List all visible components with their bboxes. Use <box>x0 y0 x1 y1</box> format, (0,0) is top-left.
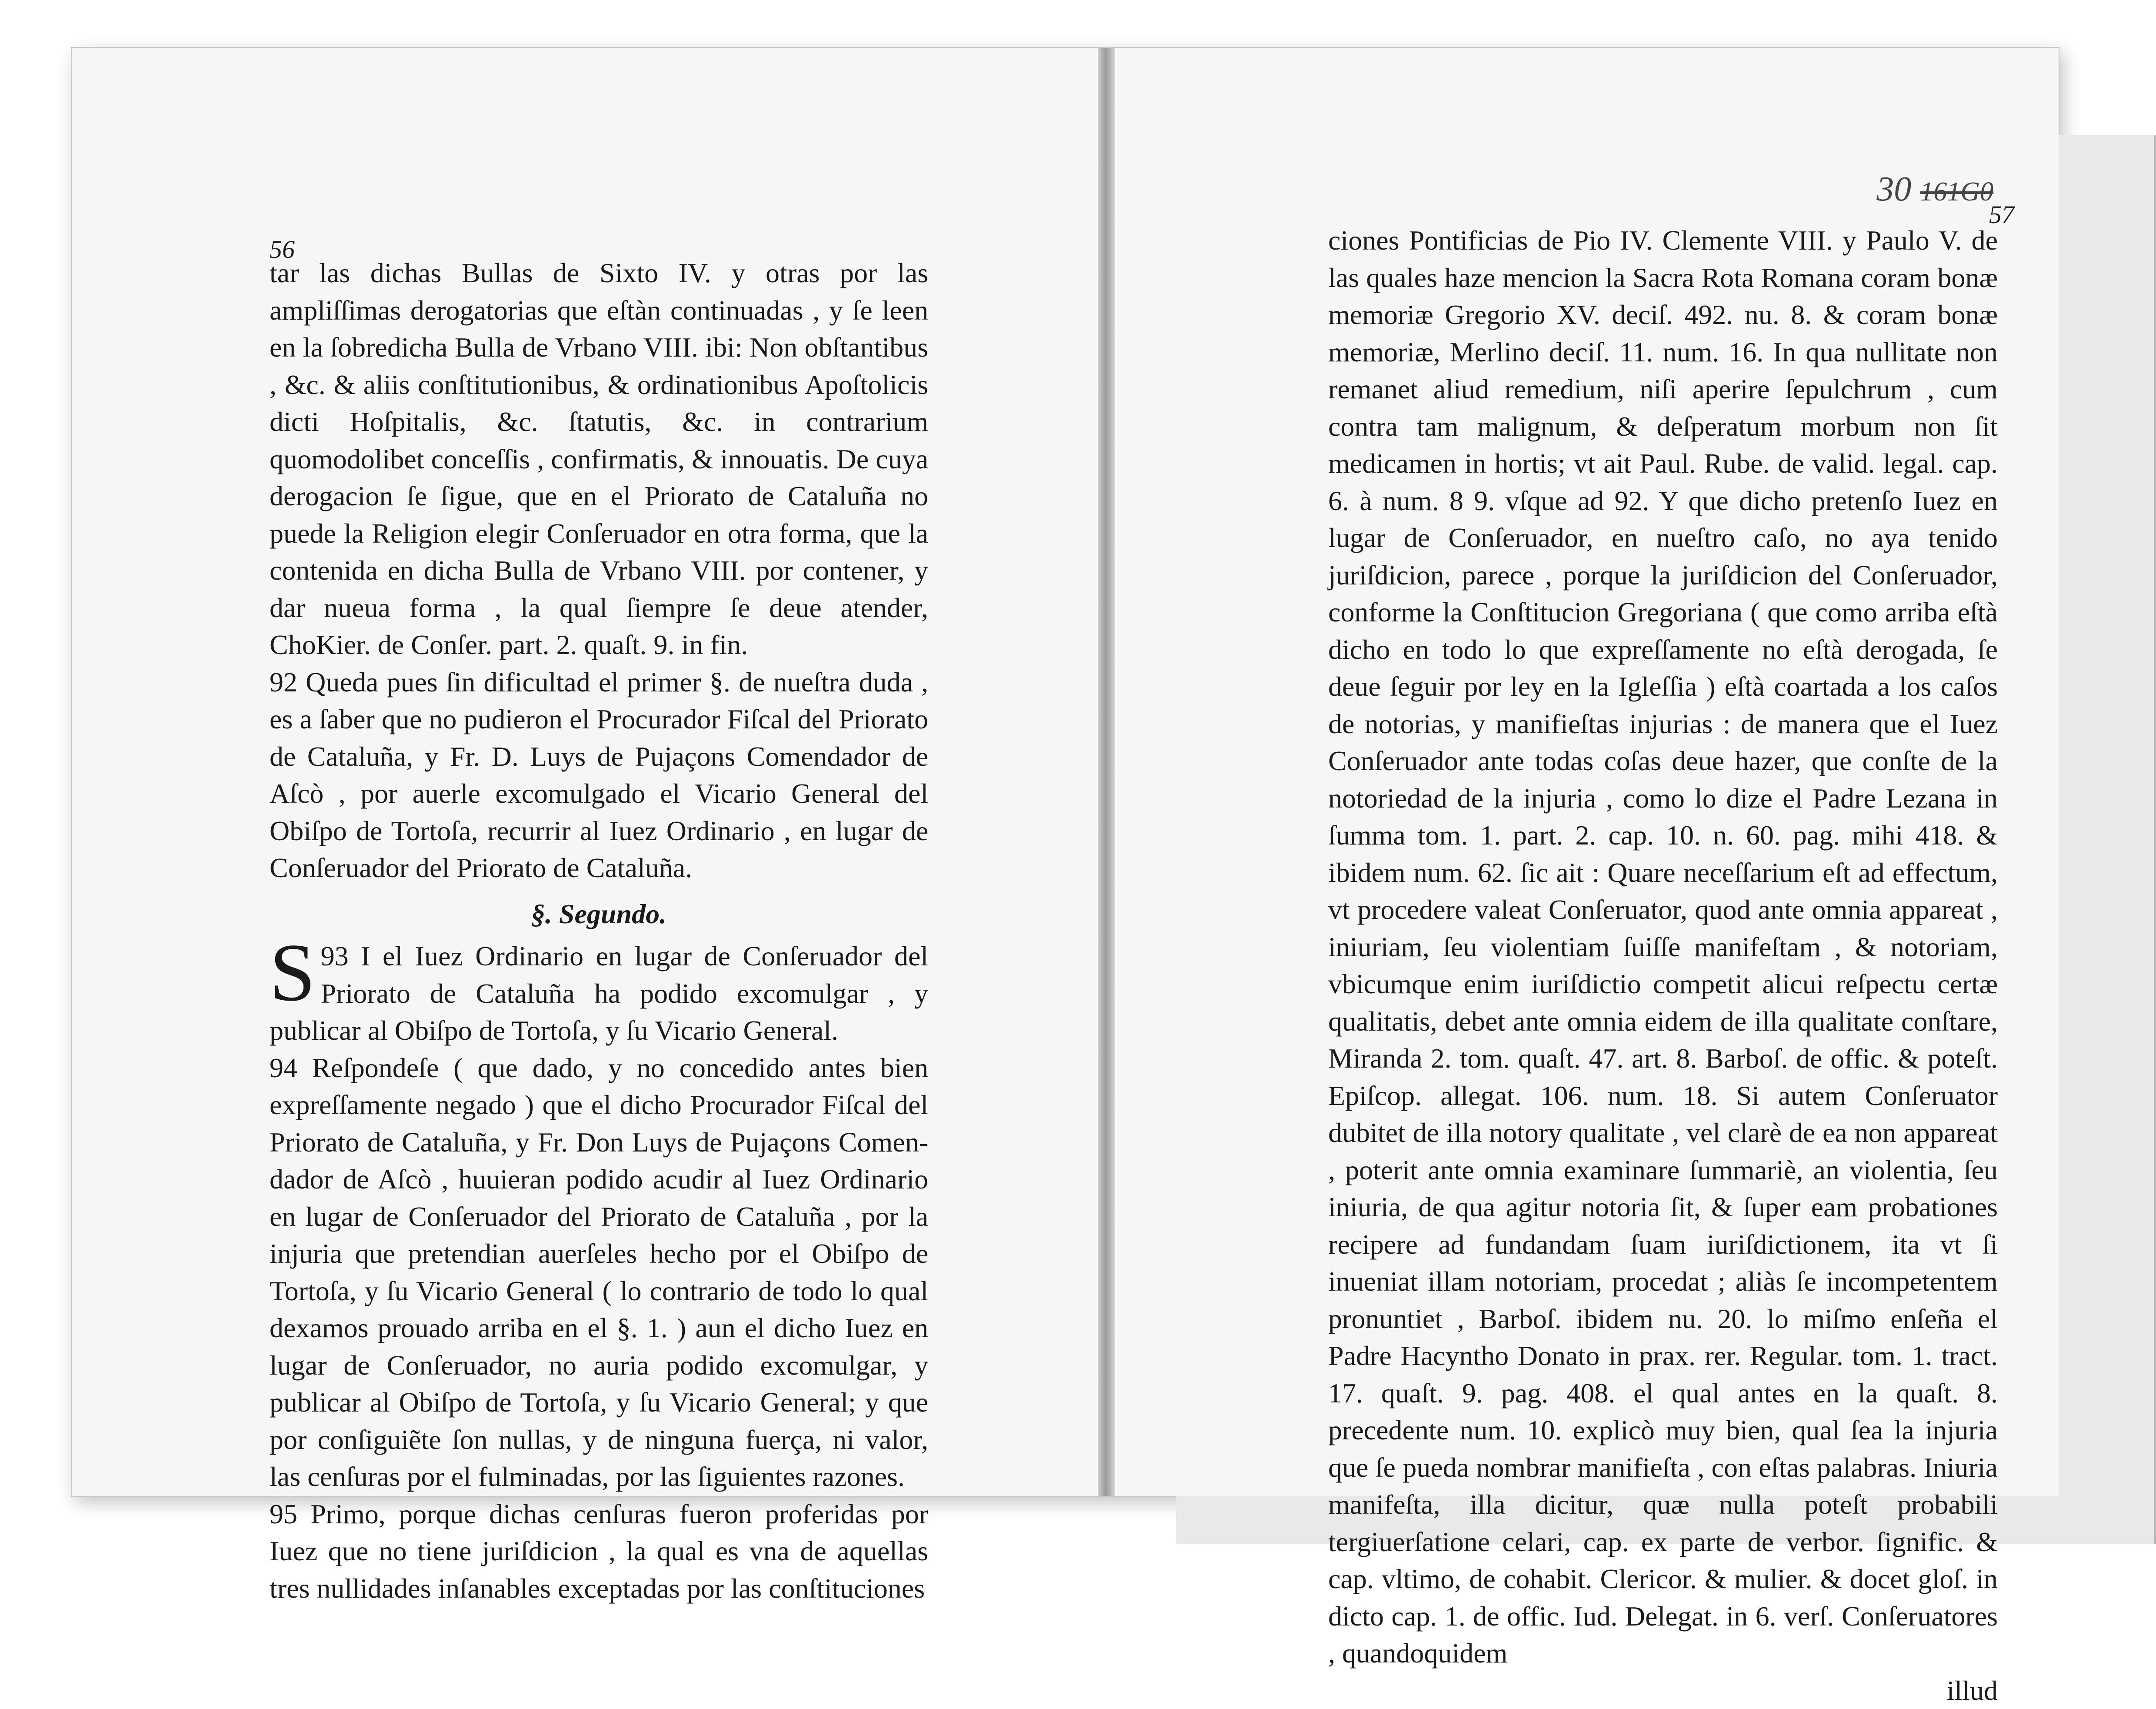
folio-number <box>1876 170 1993 209</box>
binding-gutter <box>1098 48 1115 1496</box>
paragraph-text: 93 I el Iuez Ordinario en lugar de Conſeruador del Priorato de Cataluña ha podido excomulgar , y publicar al Obiſpo de Tortoſa, y ſu Vicario General. <box>270 941 928 1046</box>
paragraph <box>270 938 928 1049</box>
catchword: illud <box>1328 1672 1998 1709</box>
right-page-number: 57 <box>1989 200 2014 229</box>
paragraph: 95 Primo, porque dichas cenſuras fueron proferidas por Iuez que no tiene juriſdicion , la qual es vna de aquellas tres nullidades inſanables exceptadas por las conſtituciones <box>270 1495 928 1607</box>
document-spread <box>72 48 2059 1496</box>
paragraph: ciones Pontificias de Pio IV. Clemente VIII. y Paulo V. de las quales haze mencion la Sacra Rota Romana coram bonæ memoriæ Gregorio XV. deciſ. 492. nu. 8. & coram bonæ memoriæ, Merlino deciſ. 11. num. 16. In qua nullitate non remanet aliud remedium, niſi aperire ſepulchrum , cum contra tam malignum, & deſperatum morbum non ſit medicamen in hortis; vt ait Paul. Rube. de valid. legal. cap. 6. à num. 8 9. vſque ad 92. Y que dicho pretenſo Iuez en lugar de Conſeruador, en nueſtro caſo, no aya tenido juriſdicion, parece , porque la juriſdicion del Conſeruador, conforme la Conſtitucion Gregoriana ( que como arriba eſtà dicho en todo lo que expreſſamente no eſtà derogada, ſe deue ſeguir por ley en la Igleſſia ) eſtà coartada a los caſos de notorias, y manifieſtas injurias : de manera que el Iuez Conſeruador ante todas coſas deue hazer, que conſte de la notoriedad de la injuria , como lo dize el Padre Lezana in ſumma tom. 1. part. 2. cap. 10. n. 60. pag. mihi 418. & ibidem num. 62. ſic ait : Quare neceſſarium eſt ad effectum, vt procedere valeat Conſeruator, quod ante omnia appareat , iniuriam, ſeu violentiam ſuiſſe manifeſtam , & notoriam, vbicumque enim iuriſdictio competit alicui reſpectu certæ qualitatis, debet ante omnia eidem de illa qualitate conſtare, Miranda 2. tom. quaſt. 47. art. 8. Barboſ. de offic. & poteſt. Epiſcop. allegat. 106. num. 18. Si autem Conſeruator dubitet de illa notory qualitate , vel clarè de ea non appareat , poterit ante omnia examinare ſummariè, an violentia, ſeu iniuria, de qua agitur notoria ſit, & ſuper eam probationes recipere ad fundandam ſuam iuriſdictionem, ita vt ſi inueniat illam notoriam, procedat ; aliàs ſe incompetentem pronuntiet , Barboſ. ibidem nu. 20. lo miſmo enſeña el Padre Hacyntho Donato in prax. rer. Regular. tom. 1. tract. 17. quaſt. 9. pag. 408. el qual antes en la quaſt. 8. precedente num. 10. explicò muy bien, qual ſea la injuria que ſe pueda nombrar manifieſta , con eſtas palabras. Iniuria manifeſta, illa dicitur, quæ nulla poteſt probabili tergiuerſatione celari, cap. ex parte de verbor. ſignific. & cap. vltimo, de cohabit. Clericor. & mulier. & docet gloſ. in dicto cap. 1. de offic. Iud. Delegat. in 6. verſ. Conſeruatores , quandoquidem <box>1328 222 1998 1672</box>
folio-struck: 161G0 <box>1920 177 1993 207</box>
section-heading: §. Segundo. <box>270 895 928 933</box>
paragraph: 92 Queda pues ſin dificultad el primer §. de nueſtra duda , es a ſaber que no pudieron el Procurador Fiſcal del Priorato de Cataluña, y Fr. D. Luys de Pujaçons Comendador de Aſcò , por auerle excomulgado el Vicario General del Obiſpo de Tortoſa, recurrir al Iuez Ordinario , en lugar de Conſeruador del Priorato de Cataluña. <box>270 664 928 887</box>
left-page-number: 56 <box>270 235 295 264</box>
paragraph: tar las dichas Bullas de Sixto IV. y otras por las ampliſſimas derogatorias que eſtàn continuadas , y ſe leen en la ſobredicha Bulla de Vrbano VIII. ibi: Non obſtantibus , &c. & aliis conſtitutionibus, & ordinationibus Apoſtolicis dicti Hoſpitalis, &c. ſtatutis, &c. in contrarium quomodolibet conceſſis , confirmatis, & innouatis. De cuya derogacion ſe ſigue, que en el Priorato de Cataluña no puede la Religion elegir Conſeruador en otra forma, que la contenida en dicha Bulla de Vrbano VIII. por contener, y dar nueua forma , la qual ſiempre ſe deue atender, ChoKier. de Conſer. part. 2. quaſt. 9. in fin. <box>270 254 928 664</box>
right-text-column <box>1328 222 1998 1709</box>
drop-cap: S <box>270 940 316 1005</box>
folio-current: 30 <box>1876 170 1911 208</box>
left-text-column <box>270 254 928 1607</box>
paragraph: 94 Reſpondeſe ( que dado, y no concedido antes bien expreſſamente negado ) que el dicho Procurador Fiſcal del Priorato de Cataluña, y Fr. Don Luys de Pujaçons Comendador de Aſcò , huuieran podido acudir al Iuez Ordinario en lugar de Conſeruador del Priorato de Cataluña , por la injuria que pretendian auerſeles hecho por el Obiſpo de Tortoſa, y ſu Vicario General ( lo contrario de todo lo qual dexamos prouado arriba en el §. 1. ) aun el dicho Iuez en lugar de Conſeruador, no auria podido excomulgar, y publicar al Obiſpo de Tortoſa, y ſu Vicario General; y que por conſiguiẽte ſon nullas, y de ninguna fuerça, ni valor, las cenſuras por el fulminadas, por las ſiguientes razones. <box>270 1049 928 1495</box>
left-page <box>72 48 1099 1496</box>
right-page <box>1115 48 2059 1496</box>
